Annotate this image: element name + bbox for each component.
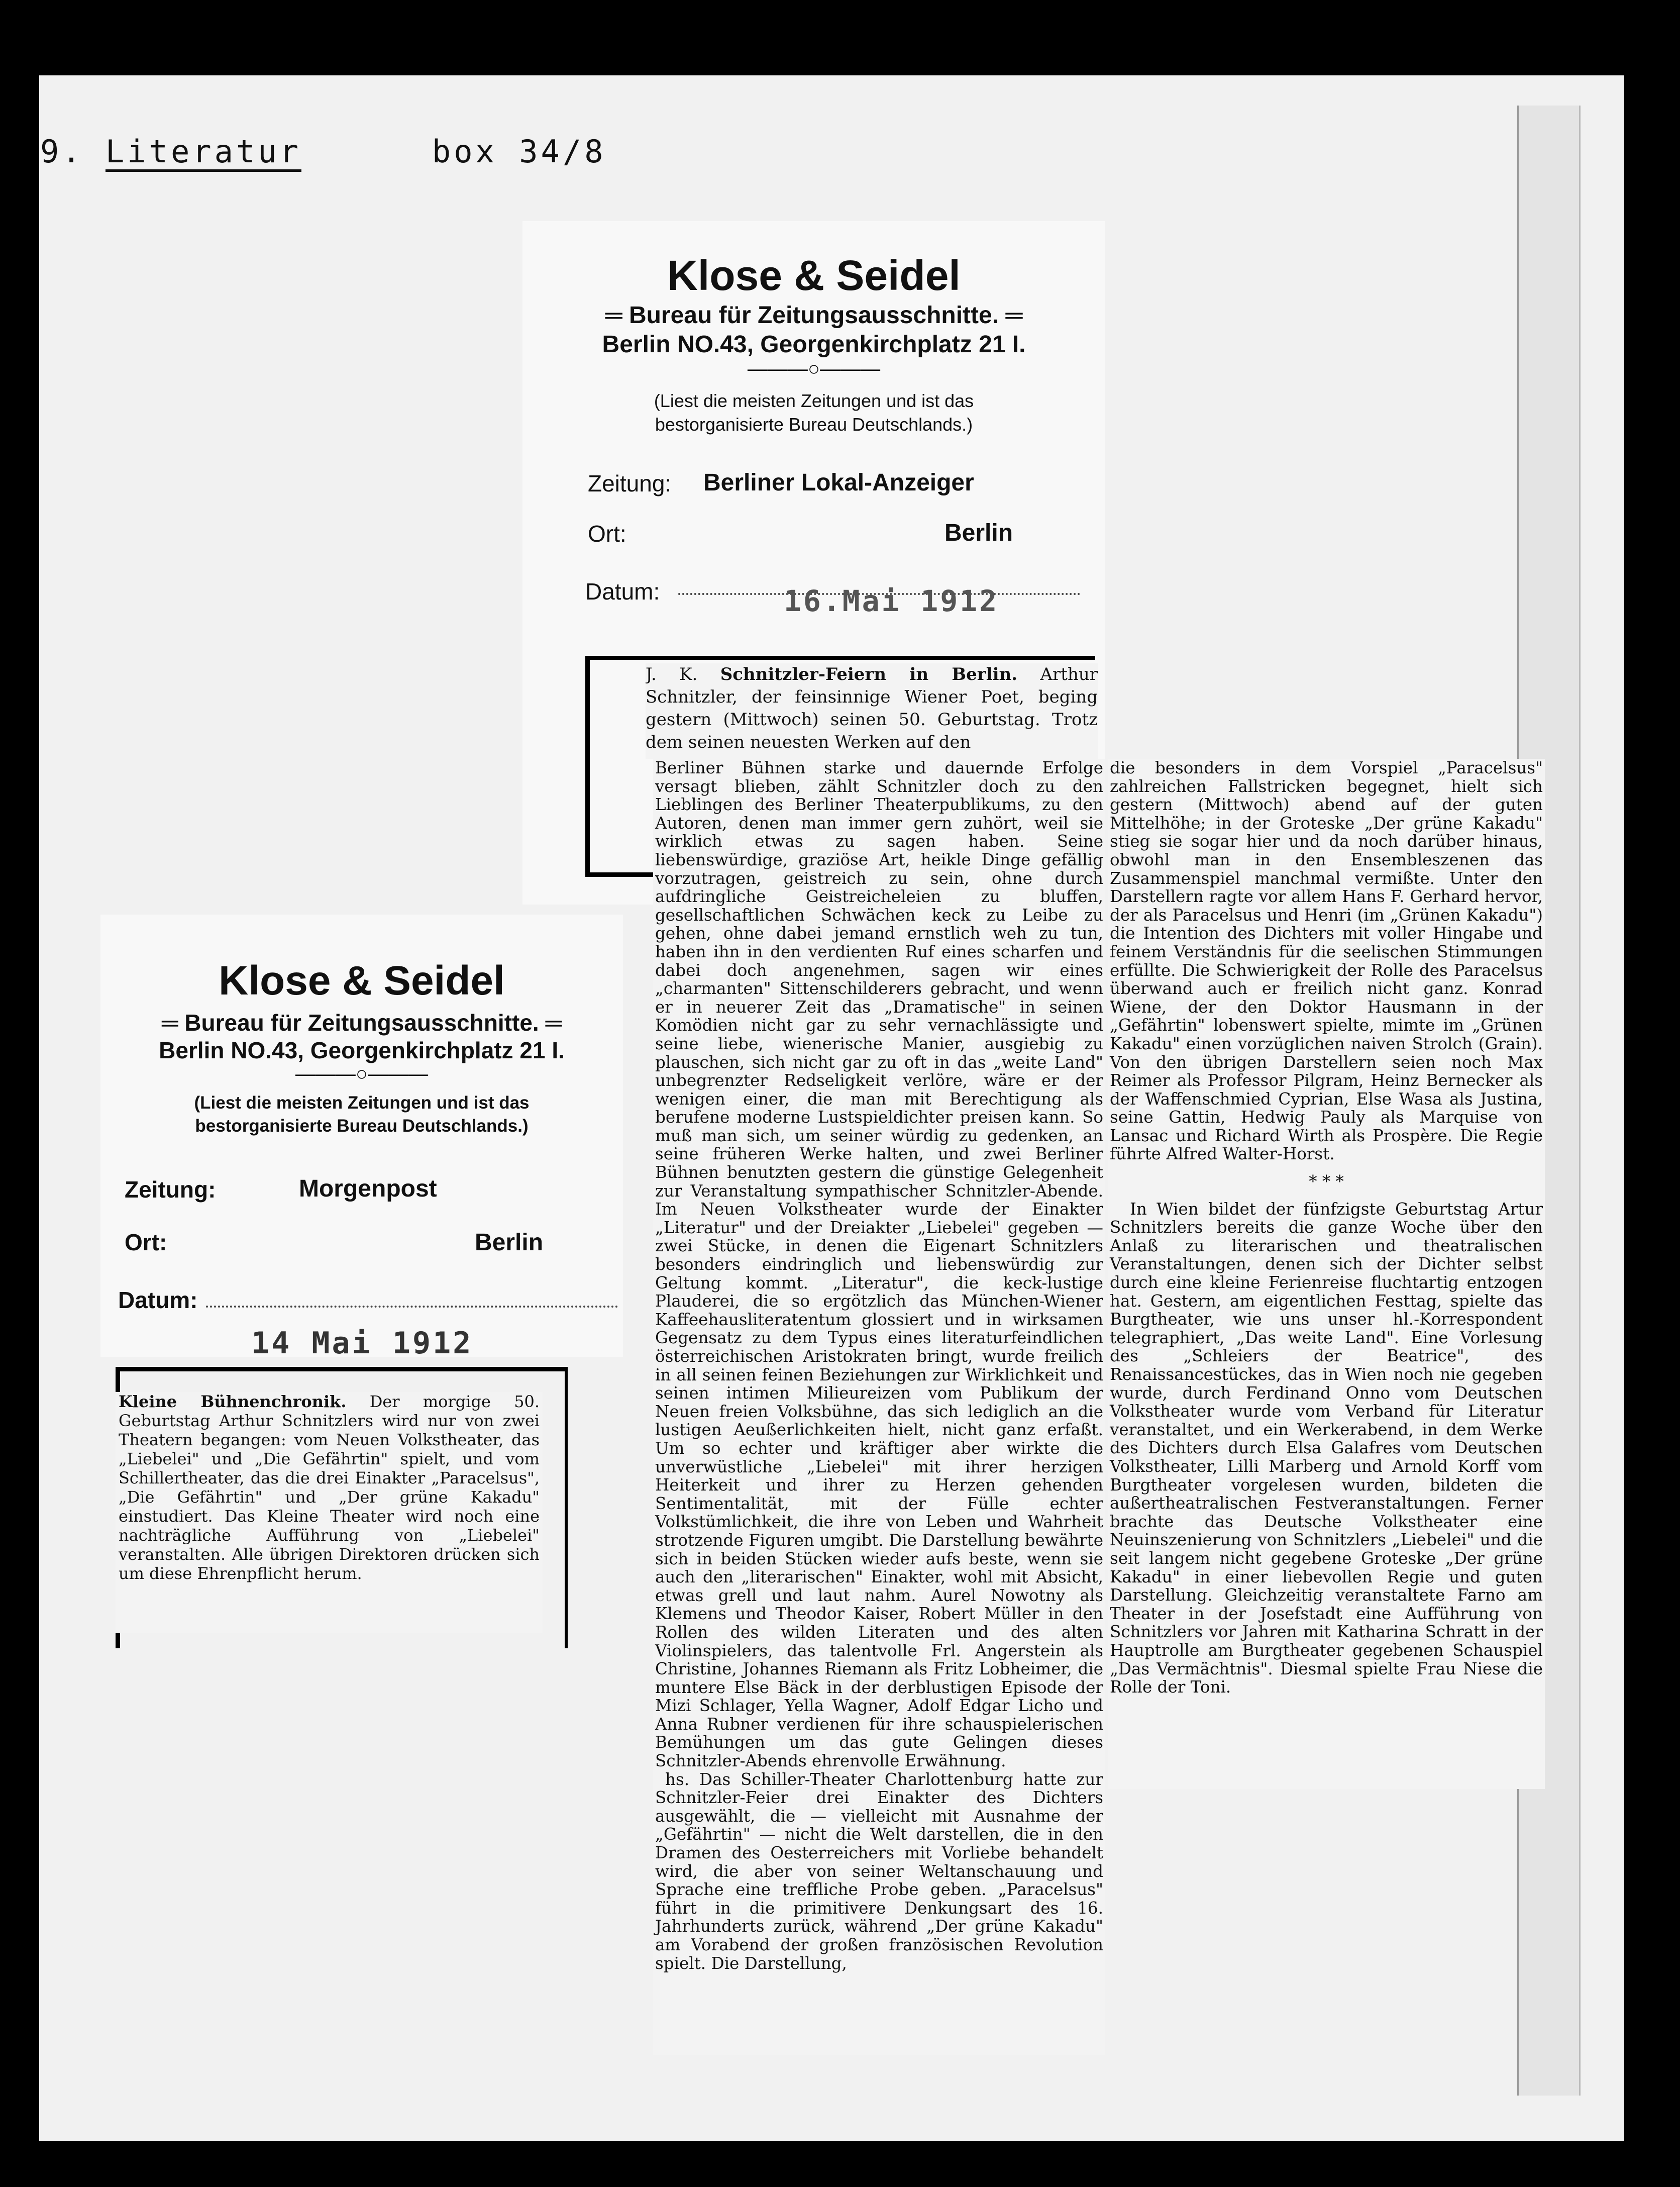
- section-separator: * * *: [1309, 1172, 1344, 1191]
- lead-title: Schnitzler-Feiern in Berlin.: [720, 664, 1018, 684]
- datum-label: Datum:: [585, 578, 660, 605]
- clipping-lead: [646, 663, 1098, 759]
- zeitung-label: Zeitung:: [125, 1176, 216, 1203]
- firm-name: Klose & Seidel: [219, 958, 505, 1004]
- datum-dotted-line: [206, 1306, 618, 1308]
- clipping-column-right: [1108, 759, 1545, 1789]
- zeitung-label: Zeitung:: [588, 470, 672, 496]
- article-text-schillertheater: hs. Das Schiller-Theater Charlottenburg hatte zur Schnitzler-Feier drei Einakter des Dichters ausgewählt, die — vielleicht mit Ausnahme der „Gefährtin" — nicht die Welt darstellen, die in den Dramen des Oesterreichers mit Vorliebe behandelt wird, die aber von seiner Weltanschauung und Sprache eine treffliche Probe geben. „Paracelsus" führt in die primitivere Denkungsart des 16. Jahrhunderts zurück, während „Der grüne Kakadu" am Vorabend der großen französischen Revolution spielt. Die Darstellung,: [655, 1769, 1103, 1973]
- firm-name: Klose & Seidel: [667, 252, 961, 299]
- zeitung-value: Morgenpost: [299, 1175, 437, 1202]
- clipping-small-title: Kleine Bühnenchronik.: [119, 1392, 347, 1411]
- firm-address: Berlin NO.43, Georgenkirchplatz 21 I.: [602, 331, 1026, 358]
- article-text: Berliner Bühnen starke und dauernde Erfolge versagt blieben, zählt Schnitzler doch zu den Lieblingen des Berliner Theaterpublikums, zu den Autoren, denen man immer gern zuhört, weil sie wirklich etwas zu sagen haben. Seine liebenswürdige, graziöse Art, heikle Dinge gefällig vorzutragen, geistreich zu sein, ohne durch aufdringliche Geistreicheleien zu bluffen, gesellschaftlichen Schwächen keck zu Leibe zu gehen, ohne dabei jemand ernstlich weh zu tun, haben ihn in den verdienten Ruf eines scharfen und dabei doch angenehmen, sagen wir eines „charmanten" Sittenschilderers gebracht, und wenn er in neuerer Zeit das „Dramatische" in seinen Komödien nicht gar zu sehr vernachlässigte und seine liebe, wienerische Manier, ausgiebig zu plauschen, sich nicht gar zu oft in das „weite Land" unbegrenzter Redseligkeit verlöre, wäre er der wenigen einer, die man mit Berechtigung als berufene moderne Lustspieldichter preisen kann. So muß man sich, um seiner würdig zu gedenken, an seine früheren Werke halten, und zwei Berliner Bühnen benutzten gestern die günstige Gelegenheit zur Veranstaltung sympathischer Schnitzler-Abende. Im Neuen Volkstheater wurde der Einakter „Literatur" und der Dreiakter „Liebelei" gegeben — zwei Stücke, in denen die Eigenart Schnitzlers besonders eindringlich und liebenswürdig zur Geltung kommt. „Literatur", die keck-lustige Plauderei, die so ergötzlich das München-Wiener Kaffeehausliteratentum glossiert und in wirksamen Gegensatz zu dem Typus eines literaturfeindlichen österreichischen Aristokraten bringt, wurde freilich in all seinen feinen Beziehungen zur Wirklichkeit und seinen intimen Milieureizen vom Publikum der Neuen freien Volksbühne, das sich lediglich an die lustigen Aeußerlichkeiten hielt, nicht ganz erfaßt. Um so echter und kräftiger aber wirkte die unverwüstliche „Liebelei" mit ihrer herzigen Heiterkeit und ihrer zu Herzen gehenden Sentimentalität, mit der Fülle echter Volkstümlichkeit, die ihre von Leben und Wahrheit strotzende Figuren umgibt. Die Darstellung bewährte sich in beiden Stücken wieder aufs beste, wenn sie auch den „literarischen" Einakter, wohl mit Absicht, etwas grell und laut nahm. Aurel Nowotny als Klemens und Theodor Kaiser, Robert Müller in den Rollen des wilden Literaten und des alten Violinspielers, das talentvolle Frl. Angerstein als Christine, Johannes Riemann als Fritz Lobheimer, die muntere Else Bäck in der derblustigen Episode der Mizi Schlager, Yella Wagner, Adolf Edgar Licho und Anna Rubner verdienen für ihre schauspielerischen Bemühungen um das gute Gelingen dieses Schnitzler-Abends ehrenvolle Erwähnung.: [655, 759, 1103, 1771]
- archive-prefix: 9.: [40, 133, 84, 170]
- article-text-wien: In Wien bildet der fünfzigste Geburtstag Artur Schnitzlers bereits die ganze Woche über den Anlaß zu literarischen und theatralischen Veranstaltungen, denen sich der Dichter selbst durch eine kleine Ferienreise fluchtartig entzogen hat. Gestern, am eigentlichen Festtag, spielte das Burgtheater, wie uns unser hl.-Korrespondent telegraphiert, „Das weite Land". Eine Vorlesung des „Schleiers der Beatrice", des Renaissancestückes, das in Wien noch nie gegeben wurde, durch Ferdinand Onno vom Deutschen Volkstheater wurde vom Verband für Literatur veranstaltet, und ein Werkerabend, in dem Werke des Dichters durch Elsa Galafres vom Deutschen Volkstheater, Lilli Marberg und Arnold Korff vom Burgtheater vorgelesen wurden, bildeten die außertheatralischen Festveranstaltungen. Ferner brachte das Deutsche Volkstheater eine Neuinszenierung von Schnitzlers „Liebelei" und die seit langem nicht gegebene Groteske „Der grüne Kakadu" in einer liebevollen Regie und guten Darstellung. Gleichzeitig veranstaltete Farno am Theater in der Josefstadt eine Aufführung von Schnitzlers vor Jahren mit Katharina Schratt in der Hauptrolle am Burgtheater gegebenen Schauspiel „Das Vermächtnis". Diesmal spielte Frau Niese die Rolle der Toni.: [1110, 1199, 1543, 1697]
- firm-subtitle: ═ Bureau für Zeitungsausschnitte. ═: [161, 1010, 562, 1036]
- archive-title: Literatur: [105, 133, 301, 170]
- date-stamp: 14 Mai 1912: [251, 1326, 473, 1361]
- archive-box: box 34/8: [432, 133, 606, 170]
- clipping-column-left: [653, 759, 1105, 2055]
- lead-text: Arthur Schnitzler, der feinsinnige Wiener Poet, beging gestern (Mittwoch) seinen 50. Geburtstag. Trotz dem seinen neuesten Werken auf den: [646, 664, 1098, 752]
- date-stamp: 16.Mai 1912: [784, 584, 999, 618]
- agency-slip-bottom: [100, 915, 623, 1361]
- divider-ornament: ———○———: [295, 1063, 429, 1085]
- divider-ornament: ———○———: [747, 358, 881, 380]
- datum-label: Datum:: [118, 1287, 198, 1313]
- lead-author: J. K.: [646, 664, 698, 684]
- archive-label: [40, 133, 606, 170]
- firm-note: (Liest die meisten Zeitungen und ist das bestorganisierte Bureau Deutschlands.): [654, 390, 974, 435]
- firm-subtitle: ═ Bureau für Zeitungsausschnitte. ═: [605, 302, 1023, 329]
- firm-address: Berlin NO.43, Georgenkirchplatz 21 I.: [159, 1037, 565, 1063]
- article-text-continued: die besonders in dem Vorspiel „Paracelsus" zahlreichen Fallstricken begegnet, hielt sich gestern (Mittwoch) abend auf der guten Mittelhöhe; in der Groteske „Der grüne Kakadu" stieg sie sogar hier und da noch darüber hinaus, obwohl man in den Ensembleszenen das Zusammenspiel manchmal vermißte. Unter den Darstellern ragte vor allem Hans F. Gerhard hervor, der als Paracelsus und Henri (im „Grünen Kakadu") die Intention des Dichters mit voller Hingabe und feinem Verständnis für die seelischen Stimmungen erfüllte. Die Schwierigkeit der Rolle des Paracelsus überwand auch er freilich nicht ganz. Konrad Wiene, der den Doktor Hausmann in der „Gefährtin" lobenswert spielte, mimte im „Grünen Kakadu" einen vorzüglichen naiven Strolch (Grain). Von den übrigen Darstellern seien noch Max Reimer als Professor Pilgram, Heinz Bernecker als der Waffenschmied Cyprian, Else Wasa als Justina, seine Gattin, Hedwig Pauly als Marquise von Lansac und Richard Wirth als Prospère. Die Regie führte Alfred Walter-Horst.: [1110, 759, 1543, 1164]
- clipping-small-text: Der morgige 50. Geburtstag Arthur Schnitzlers wird nur von zwei Theatern begangen: vom Neuen Volkstheater, das „Liebelei" und „Die Gefährtin" spielt, und vom Schillertheater, das die drei Einakter „Paracelsus", „Die Gefährtin" und „Der grüne Kakadu" einstudiert. Das Kleine Theater wird noch eine nachträgliche Aufführung von „Liebelei" veranstalten. Alle übrigen Direktoren drücken sich um diese Ehrenpflicht herum.: [119, 1392, 540, 1583]
- clipping-small: [116, 1392, 543, 1633]
- ort-value: Berlin: [475, 1229, 544, 1256]
- firm-note: (Liest die meisten Zeitungen und ist das bestorganisierte Bureau Deutschlands.): [194, 1093, 530, 1136]
- ort-value: Berlin: [944, 520, 1013, 546]
- zeitung-value: Berliner Lokal-Anzeiger: [703, 469, 974, 496]
- ort-label: Ort:: [125, 1229, 167, 1255]
- ort-label: Ort:: [588, 521, 626, 547]
